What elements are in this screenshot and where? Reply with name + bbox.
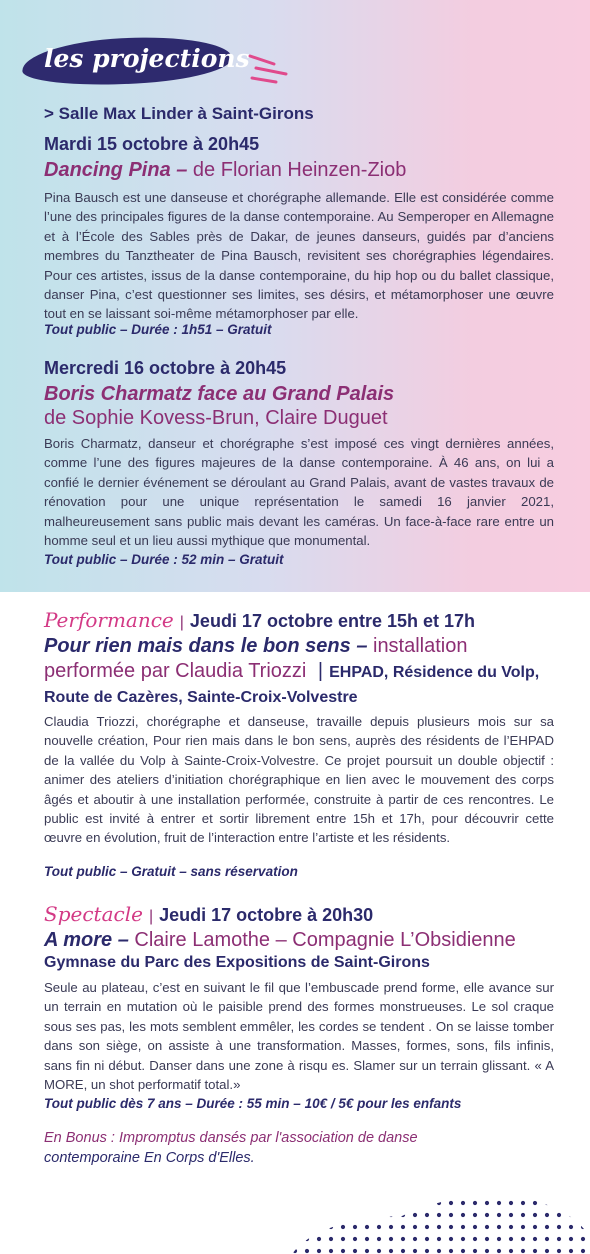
event-date: Mercredi 16 octobre à 20h45 xyxy=(44,358,287,378)
spectacle-header: Spectacle | Jeudi 17 octobre à 20h30 xyxy=(44,902,374,926)
spectacle-meta: Tout public dès 7 ans – Durée : 55 min – 10€ / 5€ pour les enfants xyxy=(44,1096,462,1111)
performance-meta: Tout public – Gratuit – sans réservation xyxy=(44,864,298,879)
bonus-lead: En Bonus : Impromptus dansés par l'association de danse xyxy=(44,1130,418,1146)
decorative-dots-icon xyxy=(292,1188,590,1254)
spectacle-subtitle: Claire Lamothe – Compagnie L’Obsidienne xyxy=(128,929,516,951)
projections-venue: > Salle Max Linder à Saint-Girons xyxy=(44,104,314,123)
performance-title: Pour rien mais dans le bon sens – xyxy=(44,635,368,657)
film-description: Boris Charmatz, danseur et chorégraphe s’est imposé ces vingt dernières années, comme l’une des figures majeures de la danse contemporaine. À 46 ans, on lui a confié le dernier événement se déroulant au Grand Palais, avant de vastes travaux de rénovation pour une unique représentation le samedi 16 janvier 2021, malheureusement sans public mais devant les caméras. Un face-à-face rare entre un homme seul et un lieu aussi mythique que monumental. xyxy=(44,436,554,549)
film-director: de Florian Heinzen-Ziob xyxy=(187,159,407,181)
performance-header: Performance | Jeudi 17 octobre entre 15h et 17h xyxy=(44,608,476,632)
performance-description: Claudia Triozzi, chorégraphe et danseuse, travaille depuis plusieurs mois sur sa nouvelle création, Pour rien mais dans le bon sens, auprès des résidents de l’EHPAD de la vallée du Volp à Sainte-Croix-Volvestre. Ce projet poursuit un double objectif : animer des ateliers d’initiation chorégraphique en lien avec le mouvement des corps âgés et aboutir à une installation performée, construite à partir de ces rencontres. Le public est invité à entrer et sortir librement entre 15h et 17h, pour découvrir cette œuvre en évolution, fruit de l’interaction entre l’artiste et les résidents. xyxy=(44,714,554,846)
performance-venue: EHPAD, Résidence du Volp, Route de Cazères, Sainte-Croix-Volvestre xyxy=(44,664,540,706)
category-label: Spectacle xyxy=(44,902,143,926)
spectacle-title: A more – xyxy=(44,929,129,951)
event-date: Jeudi 17 octobre à 20h30 xyxy=(159,905,374,925)
film-director: de Sophie Kovess-Brun, Claire Duguet xyxy=(44,407,388,429)
film-title: Dancing Pina – xyxy=(44,159,188,181)
event-date: Mardi 15 octobre à 20h45 xyxy=(44,134,260,154)
performance-title-block: Pour rien mais dans le bon sens – installation performée par Claudia Triozzi | EHPAD, Résidence du Volp, Route de Cazères, Sainte-Croix-Volvestre xyxy=(44,635,540,706)
film-meta: Tout public – Durée : 1h51 – Gratuit xyxy=(44,322,272,337)
bonus-rest: contemporaine En Corps d'Elles. xyxy=(44,1150,255,1166)
film-title-line xyxy=(44,158,554,182)
film-director-line xyxy=(44,406,554,430)
spectacle-venue: Gymnase du Parc des Expositions de Saint-Girons xyxy=(44,954,430,971)
spectacle-title-line xyxy=(44,928,554,953)
spectacle-description: Seule au plateau, c’est en suivant le fil que l’embuscade prend forme, elle avance sur un terrain en mutation où le paisible prend des formes monstrueuses. Le sol craque sous ses pas, les mots semblent emmêler, les cordes se tendent . On se laisse tomber dans son siège, on assiste à une transformation. Masses, formes, sons, fils infinis, sans fin ni début. Danser dans une zone à risqu es. Slamer sur un terrain glissant. « A MORE, un shot performatif total.» xyxy=(44,980,554,1093)
decorative-dashes-icon xyxy=(246,50,296,84)
category-label: Performance xyxy=(44,608,174,632)
film-title: Boris Charmatz face au Grand Palais xyxy=(44,383,395,405)
event-date: Jeudi 17 octobre entre 15h et 17h xyxy=(189,611,476,631)
film-meta: Tout public – Durée : 52 min – Gratuit xyxy=(44,552,284,567)
bonus-note xyxy=(44,1128,554,1168)
performance-subtitle: installation performée par Claudia Triozzi xyxy=(44,635,468,682)
section-title: les projections xyxy=(44,44,250,73)
film-description: Pina Bausch est une danseuse et chorégraphe allemande. Elle est considérée comme l’une des principales figures de la danse contemporaine. Au Semperoper en Allemagne et à l’École des Sables près de Dakar, de jeunes danseurs, guidés par d’anciens membres du Tanztheater de Pina Bausch, revisitent ses chorégraphies légendaires. Pour ces artistes, issus de la danse contemporaine, du hip hop ou du ballet classique, danser Pina, c’est questionner ses limites, ses désirs, et métamorphoser une œuvre tout en se laissant soi-même métamorphoser par elle. xyxy=(44,190,554,322)
film-title-line xyxy=(44,382,554,406)
